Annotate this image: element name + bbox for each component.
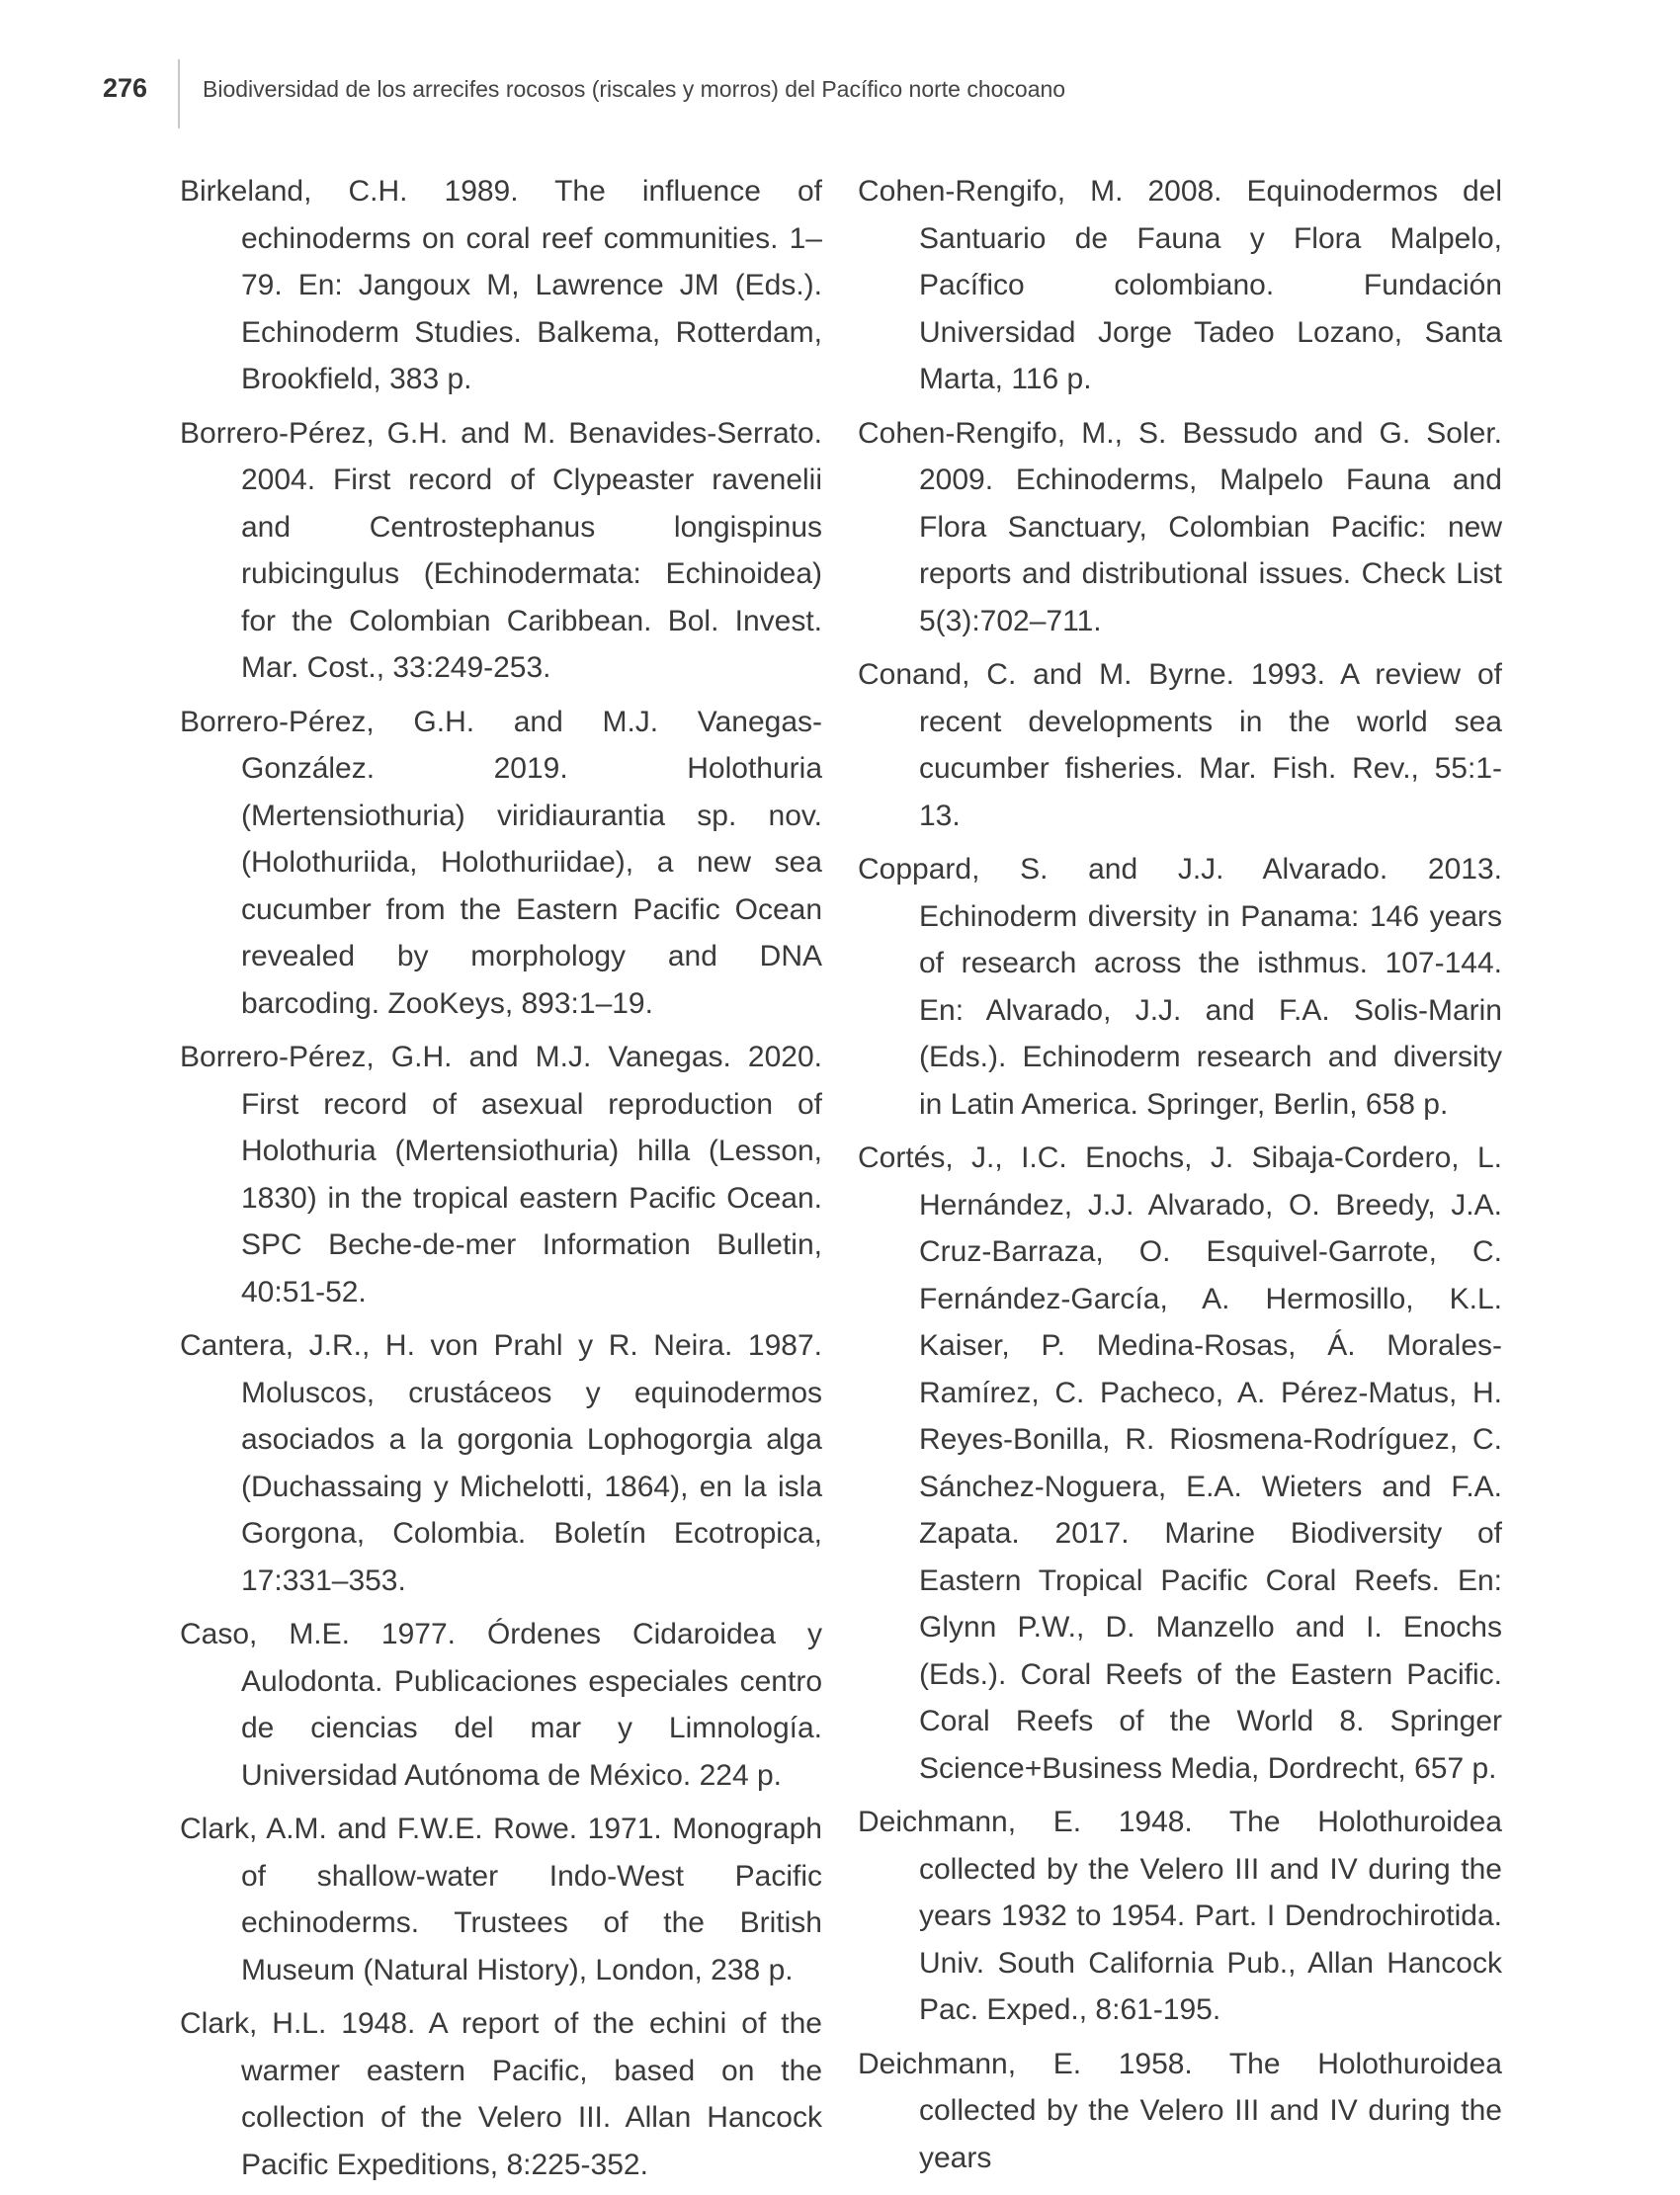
reference-entry: Borrero-Pérez, G.H. and M. Benavides-Serrato. 2004. First record of Clypeaster ravenelii and Centrostephanus longispinus rubicingulus (Echinodermata: Echinoidea) for the Colombian Caribbean. Bol. Invest. Mar. Cost., 33:249-253. <box>180 416 822 684</box>
reference-entry: Deichmann, E. 1958. The Holothuroidea collected by the Velero III and IV during the years <box>858 2047 1502 2174</box>
reference-entry: Conand, C. and M. Byrne. 1993. A review of recent developments in the world sea cucumber fisheries. Mar. Fish. Rev., 55:1-13. <box>858 658 1502 832</box>
reference-entry: Borrero-Pérez, G.H. and M.J. Vanegas. 2020. First record of asexual reproduction of Holothuria (Mertensiothuria) hilla (Lesson, 1830) in the tropical eastern Pacific Ocean. SPC Beche-de-mer Information Bulletin, 40:51-52. <box>180 1041 822 1309</box>
reference-entry: Clark, A.M. and F.W.E. Rowe. 1971. Monograph of shallow-water Indo-West Pacific echinoderms. Trustees of the British Museum (Natural History), London, 238 p. <box>180 1813 822 1986</box>
reference-entry: Cohen-Rengifo, M., S. Bessudo and G. Soler. 2009. Echinoderms, Malpelo Fauna and Flora Sanctuary, Colombian Pacific: new reports and distributional issues. Check List 5(3):702–711. <box>858 416 1502 637</box>
reference-entry: Borrero-Pérez, G.H. and M.J. Vanegas-González. 2019. Holothuria (Mertensiothuria) viridiaurantia sp. nov. (Holothuriida, Holothuriidae), a new sea cucumber from the Eastern Pacific Ocean revealed by morphology and DNA barcoding. ZooKeys, 893:1–19. <box>180 705 822 1020</box>
reference-entry: Birkeland, C.H. 1989. The influence of echinoderms on coral reef communities. 1–79. En: Jangoux M, Lawrence JM (Eds.). Echinoderm Studies. Balkema, Rotterdam, Brookfield, 383 p. <box>180 175 822 395</box>
reference-entry: Deichmann, E. 1948. The Holothuroidea collected by the Velero III and IV during the years 1932 to 1954. Part. I Dendrochirotida. Univ. South California Pub., Allan Hancock Pac. Exped., 8:61-195. <box>858 1806 1502 2026</box>
left-column <box>180 168 822 2195</box>
reference-entry: Cohen-Rengifo, M. 2008. Equinodermos del Santuario de Fauna y Flora Malpelo, Pacífico colombiano. Fundación Universidad Jorge Tadeo Lozano, Santa Marta, 116 p. <box>858 175 1502 395</box>
reference-entry: Coppard, S. and J.J. Alvarado. 2013. Echinoderm diversity in Panama: 146 years of research across the isthmus. 107-144. En: Alvarado, J.J. and F.A. Solis-Marin (Eds.). Echinoderm research and diversity in Latin America. Springer, Berlin, 658 p. <box>858 853 1502 1121</box>
reference-entry: Cortés, J., I.C. Enochs, J. Sibaja-Cordero, L. Hernández, J.J. Alvarado, O. Breedy, J.A. Cruz-Barraza, O. Esquivel-Garrote, C. Fernández-García, A. Hermosillo, K.L. Kaiser, P. Medina-Rosas, Á. Morales-Ramírez, C. Pacheco, A. Pérez-Matus, H. Reyes-Bonilla, R. Riosmena-Rodríguez, C. Sánchez-Noguera, E.A. Wieters and F.A. Zapata. 2017. Marine Biodiversity of Eastern Tropical Pacific Coral Reefs. En: Glynn P.W., D. Manzello and I. Enochs (Eds.). Coral Reefs of the Eastern Pacific. Coral Reefs of the World 8. Springer Science+Business Media, Dordrecht, 657 p. <box>858 1141 1502 1785</box>
page-number: 276 <box>103 73 148 103</box>
reference-entry: Cantera, J.R., H. von Prahl y R. Neira. 1987. Moluscos, crustáceos y equinodermos asociados a la gorgonia Lophogorgia alga (Duchassaing y Michelotti, 1864), en la isla Gorgona, Colombia. Boletín Ecotropica, 17:331–353. <box>180 1329 822 1597</box>
running-title: Biodiversidad de los arrecifes rocosos (riscales y morros) del Pacífico norte chocoano <box>203 76 1066 102</box>
right-column <box>858 168 1502 2188</box>
page-header <box>0 59 1680 138</box>
header-divider <box>178 59 180 128</box>
reference-entry: Caso, M.E. 1977. Órdenes Cidaroidea y Aulodonta. Publicaciones especiales centro de ciencias del mar y Limnología. Universidad Autónoma de México. 224 p. <box>180 1618 822 1792</box>
reference-entry: Clark, H.L. 1948. A report of the echini of the warmer eastern Pacific, based on the collection of the Velero III. Allan Hancock Pacific Expeditions, 8:225-352. <box>180 2007 822 2181</box>
